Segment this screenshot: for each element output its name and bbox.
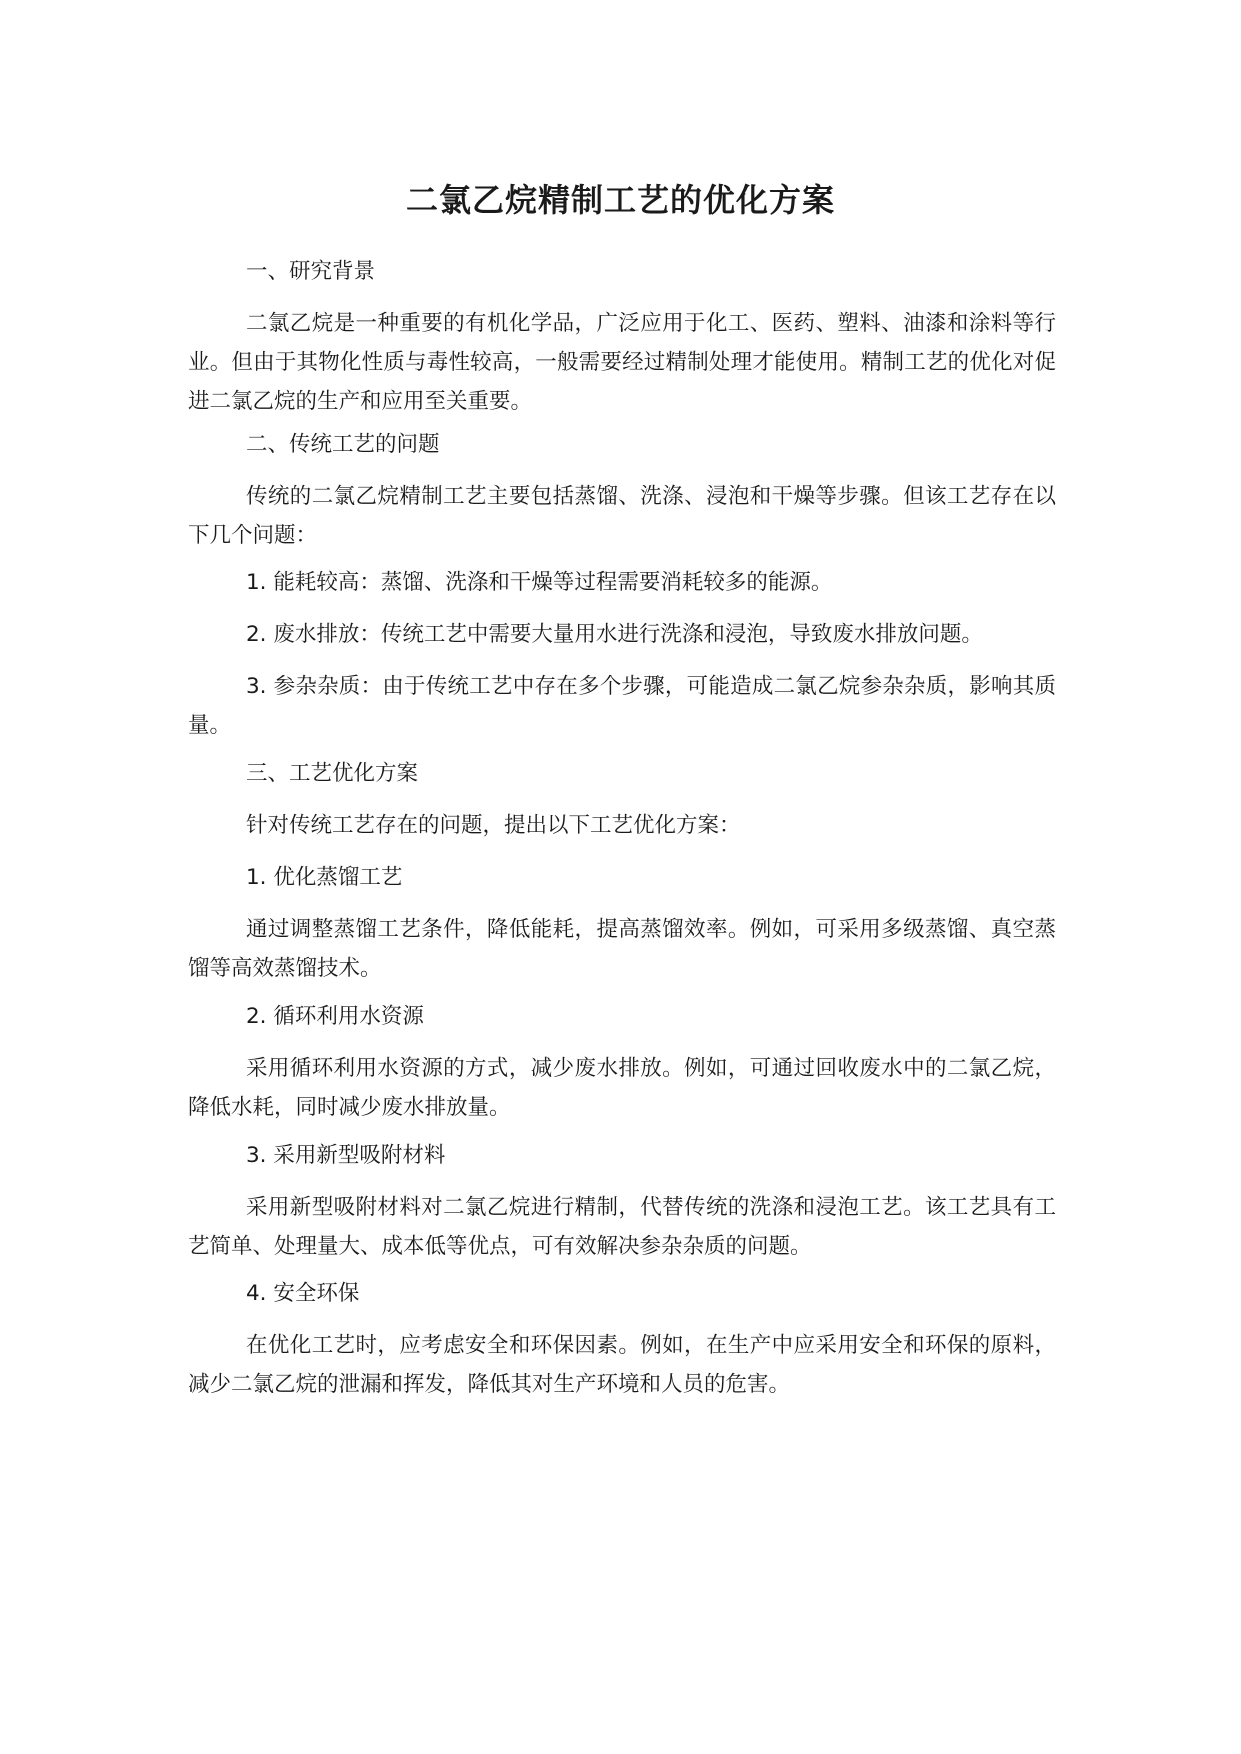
section-heading-optimization: 三、工艺优化方案: [246, 761, 419, 786]
subheading-adsorbent: 3. 采用新型吸附材料: [246, 1143, 446, 1168]
subheading-distillation: 1. 优化蒸馏工艺: [246, 865, 403, 890]
section-heading-background: 一、研究背景: [246, 259, 376, 284]
paragraph-adsorbent: 采用新型吸附材料对二氯乙烷进行精制，代替传统的洗涤和浸泡工艺。该工艺具有工艺简单、处理量大、成本低等优点，可有效解决参杂杂质的问题。: [188, 1195, 1056, 1259]
list-item-wastewater: 2. 废水排放：传统工艺中需要大量用水进行洗涤和浸泡，导致废水排放问题。: [246, 622, 983, 647]
paragraph-water-recycling: 采用循环利用水资源的方式，减少废水排放。例如，可通过回收废水中的二氯乙烷，降低水耗，同时减少废水排放量。: [188, 1056, 1056, 1120]
paragraph-distillation: 通过调整蒸馏工艺条件，降低能耗，提高蒸馏效率。例如，可采用多级蒸馏、真空蒸馏等高效蒸馏技术。: [188, 917, 1056, 981]
paragraph-optimization-intro: 针对传统工艺存在的问题，提出以下工艺优化方案：: [246, 813, 741, 838]
list-item-energy: 1. 能耗较高：蒸馏、洗涤和干燥等过程需要消耗较多的能源。: [246, 570, 833, 595]
paragraph-problems-intro: 传统的二氯乙烷精制工艺主要包括蒸馏、洗涤、浸泡和干燥等步骤。但该工艺存在以下几个问题：: [188, 484, 1056, 548]
list-item-impurities: 3. 参杂杂质：由于传统工艺中存在多个步骤，可能造成二氯乙烷参杂杂质，影响其质量。: [188, 674, 1056, 738]
paragraph-safety: 在优化工艺时，应考虑安全和环保因素。例如，在生产中应采用安全和环保的原料，减少二氯乙烷的泄漏和挥发，降低其对生产环境和人员的危害。: [188, 1333, 1056, 1397]
paragraph-background: 二氯乙烷是一种重要的有机化学品，广泛应用于化工、医药、塑料、油漆和涂料等行业。但由于其物化性质与毒性较高，一般需要经过精制处理才能使用。精制工艺的优化对促进二氯乙烷的生产和应用至关重要。: [188, 311, 1056, 414]
document-title: 二氯乙烷精制工艺的优化方案: [405, 181, 835, 219]
subheading-safety: 4. 安全环保: [246, 1281, 360, 1306]
subheading-water-recycling: 2. 循环利用水资源: [246, 1004, 424, 1029]
section-heading-problems: 二、传统工艺的问题: [246, 432, 440, 457]
